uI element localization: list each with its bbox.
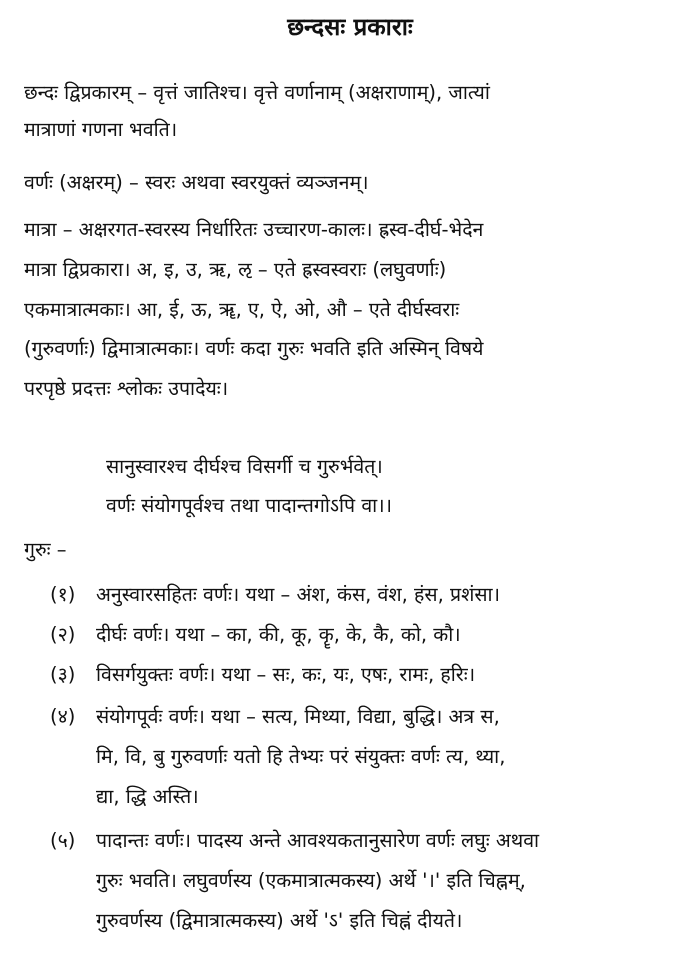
list-item-line: गुरुः भवति। लघुवर्णस्य (एकमात्रात्मकस्य) अर्थे '।' इति चिह्नम्, <box>96 869 526 892</box>
list-item-number: (४) <box>50 705 76 728</box>
list-item-number: (५) <box>50 829 76 852</box>
paragraph-3-line-3: एकमात्रात्मकाः। आ, ई, ऊ, ॠ, ए, ऐ, ओ, औ – एते दीर्घस्वराः <box>24 298 460 321</box>
list-item-line: विसर्गयुक्तः वर्णः। यथा – सः, कः, यः, एषः, रामः, हरिः। <box>96 663 476 686</box>
list-item-line: अनुस्वारसहितः वर्णः। यथा – अंश, कंस, वंश, हंस, प्रशंसा। <box>96 583 500 606</box>
list-item-line: मि, वि, बु गुरुवर्णाः यतो हि तेभ्यः परं संयुक्तः वर्णः त्य, थ्या, <box>96 745 506 768</box>
paragraph-1-line-2: मात्राणां गणना भवति। <box>24 118 178 141</box>
paragraph-1-line-1: छन्दः द्विप्रकारम् – वृत्तं जातिश्च। वृत्ते वर्णानाम् (अक्षराणाम्), जात्यां <box>24 81 490 104</box>
list-item-line: द्या, द्धि अस्ति। <box>96 785 199 808</box>
list-item-number: (३) <box>50 663 76 686</box>
verse-line-1: सानुस्वारश्च दीर्घश्च विसर्गी च गुरुर्भवेत्। <box>106 455 383 478</box>
paragraph-3-line-4: (गुरुवर्णाः) द्विमात्रात्मकाः। वर्णः कदा गुरुः भवति इति अस्मिन् विषये <box>24 337 484 360</box>
list-item-line: गुरुवर्णस्य (द्विमात्रात्मकस्य) अर्थे 'ऽ' इति चिह्नं दीयते। <box>96 909 463 932</box>
list-item-number: (२) <box>50 623 76 646</box>
paragraph-3-line-5: परपृष्ठे प्रदत्तः श्लोकः उपादेयः। <box>24 377 229 400</box>
list-item-line: संयोगपूर्वः वर्णः। यथा – सत्य, मिथ्या, विद्या, बुद्धि। अत्र स, <box>96 705 500 728</box>
list-item-line: पादान्तः वर्णः। पादस्य अन्ते आवश्यकतानुसारेण वर्णः लघुः अथवा <box>96 829 540 852</box>
verse-line-2: वर्णः संयोगपूर्वश्च तथा पादान्तगोऽपि वा।। <box>106 494 392 517</box>
paragraph-3-line-2: मात्रा द्विप्रकारा। अ, इ, उ, ऋ, ऌ – एते ह्रस्वस्वराः (लघुवर्णाः) <box>24 258 447 281</box>
guru-heading: गुरुः – <box>24 538 67 561</box>
paragraph-2-line-1: वर्णः (अक्षरम्) – स्वरः अथवा स्वरयुक्तं व्यञ्जनम्। <box>24 171 369 194</box>
list-item-line: दीर्घः वर्णः। यथा – का, की, कू, कॄ, के, कै, को, कौ। <box>96 623 461 646</box>
page-title: छन्दसः प्रकाराः <box>287 13 413 41</box>
list-item-number: (१) <box>50 583 76 606</box>
paragraph-3-line-1: मात्रा – अक्षरगत-स्वरस्य निर्धारितः उच्चारण-कालः। ह्रस्व-दीर्घ-भेदेन <box>24 218 484 241</box>
